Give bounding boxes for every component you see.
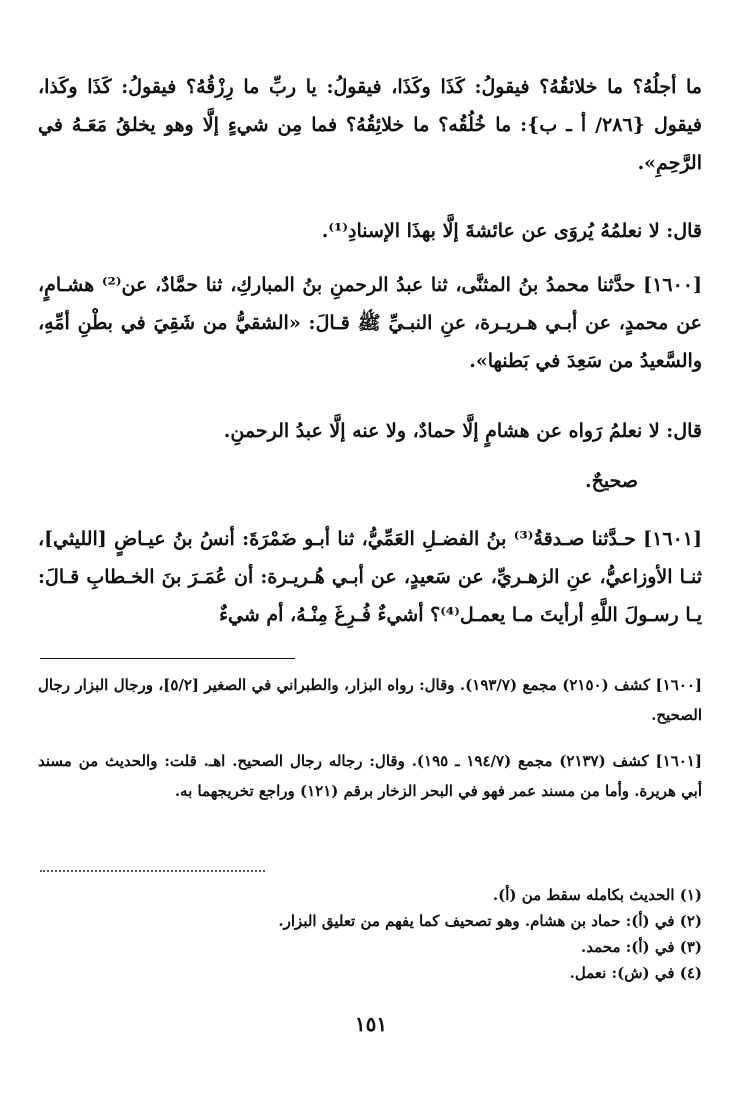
hadith-grade: صحيحٌ. [584,470,638,492]
footnotes-list [38,882,702,986]
page-number: ١٥١ [354,1012,388,1036]
scholar-remark-2: قال: لا نعلمُ رَواه عن هشامٍ إلَّا حمادٌ، ولا عنه إلَّا عبدُ الرحمنِ. [223,420,702,442]
footnote-2: (٢) في (أ): حماد بن هشام. وهو تصحيف كما يفهم من تعليق البزار. [278,912,702,930]
footnote-divider [40,658,295,659]
hadith-1601: [١٦٠١] حـدَّثنا صـدقةُ⁽³⁾ بنُ الفضـلِ العَمِّيُّ، ثنا أبـو ضَمْرَةَ: أنسُ بنُ عيـاضٍ [الليثي]، ثنـا الأوزاعيُّ، عنِ الزهـريِّ، عن سَعيدٍ، عن أبـي هُـريـرة: أن عُمَـرَ بنَ الخـطابِ قـالَ: يـا رسـولَ اللَّهِ أرأيتَ مـا يعمـل⁽⁴⁾؟ أشيءٌ فُـرِغَ مِنْـهُ، أم شيءٌ [38,528,702,626]
hadith-1600: [١٦٠٠] حدَّثنا محمدُ بنُ المثنَّى، ثنا عبدُ الرحمنِ بنُ المباركِ، ثنا حمَّادٌ، عن⁽²⁾ هشـامٍ، عن محمدٍ، عن أبـي هـريـرة، عنِ النبـيِّ ﷺ قـالَ: «الشقيُّ من شَقِيَ في بطْنِ أمِّهِ، والسَّعيدُ من سَعِدَ في بَطنها». [38,274,703,372]
scholar-remark-1: قال: لا نعلمُهُ يُروَى عن عائشةَ إلَّا بهذَا الإسنادِ⁽¹⁾. [321,220,702,242]
hadith-continuation: ما أجلُهُ؟ ما خلائقُهُ؟ فيقولُ: كَذَا وكَذَا، فيقولُ: يا ربِّ ما رِزْقُهُ؟ فيقولُ: كَذَا وكَذا، فيقول {٢٨٦/ أ ـ ب}: ما خُلُقُه؟ ما خلائِقُهُ؟ فما مِن شيءٍ إلَّا وهو يخلقُ مَعَـهُ في الرَّحِمِ». [38,76,702,174]
footnote-4: (٤) في (ش): نعمل. [569,964,702,982]
takhrij-1600: [١٦٠٠] كشف (٢١٥٠) مجمع (١٩٣/٧). وقال: رواه البزار، والطبراني في الصغير [٥/٢]، ورجال البزار رجال الصحيح. [38,676,702,724]
notes-divider [40,870,265,872]
takhrij-1601: [١٦٠١] كشف (٢١٣٧) مجمع (١٩٤/٧ ـ ١٩٥). وقال: رجاله رجال الصحيح. اهـ. قلت: والحديث من مسند أبي هريرة. وأما من مسند عمر فهو في البحر الزخار برقم (١٢١) وراجع تخريجهما به. [38,752,702,800]
footnote-3: (٣) في (أ): محمد. [581,938,702,956]
footnote-1: (١) الحديث بكامله سقط من (أ). [492,886,702,904]
